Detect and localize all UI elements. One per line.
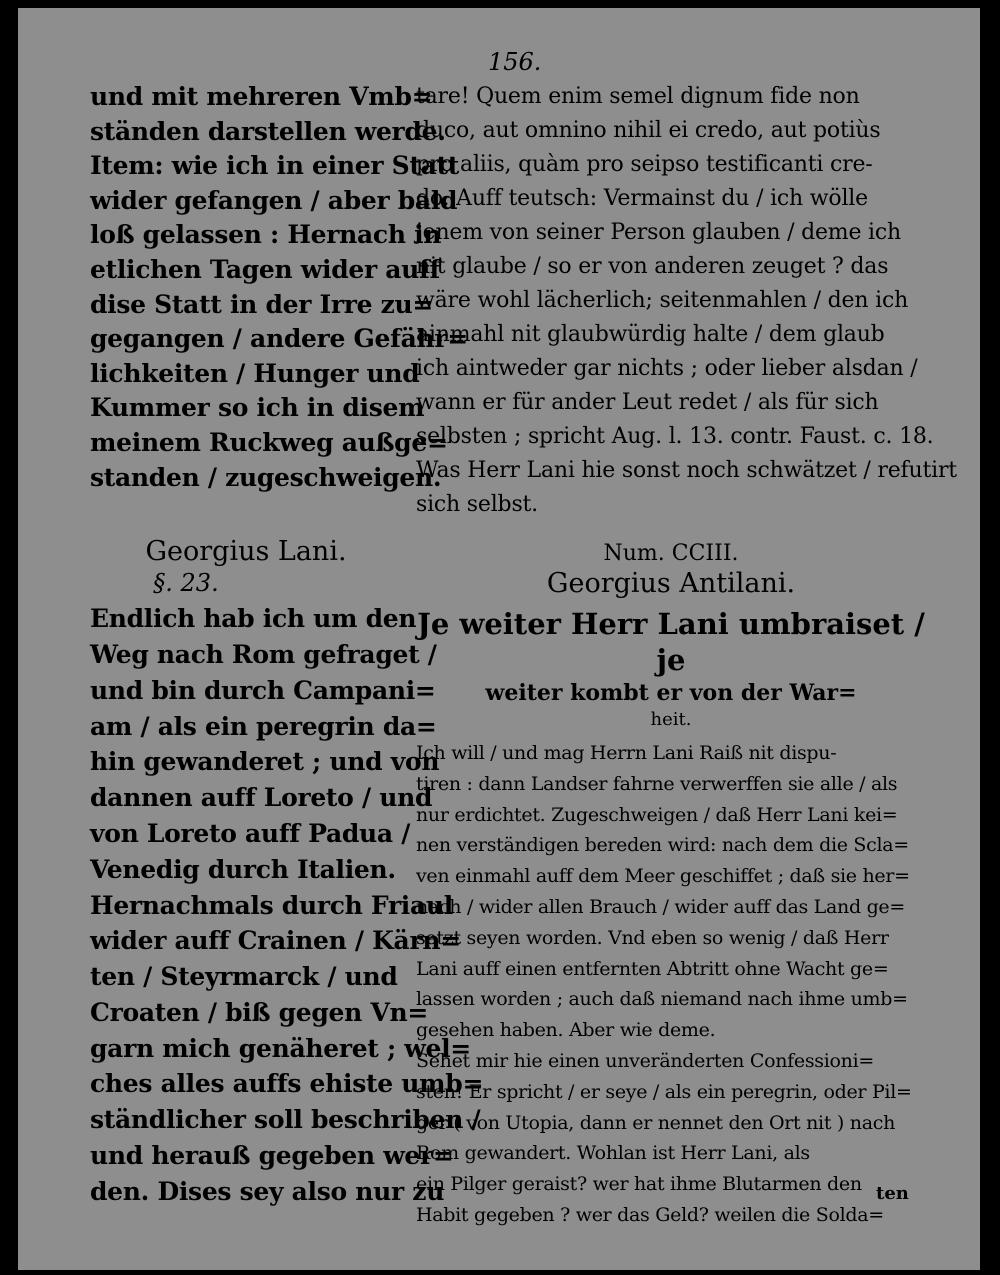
entry-title-line-2: weiter kombt er von der War= (485, 680, 857, 706)
right-column (416, 80, 957, 1231)
text-line: gesehen haben. Aber wie deme. (416, 1019, 716, 1042)
text-line: garn mich genäheret ; wel= (90, 1033, 471, 1063)
text-line: wider auff Crainen / Kärn= (90, 926, 461, 956)
text-line: Croaten / biß gegen Vn= (90, 997, 429, 1027)
text-line: ständlicher soll beschriben / (90, 1105, 481, 1135)
text-line: etlichen Tagen wider auff (90, 254, 440, 284)
text-line: hin gewanderet ; und von (90, 747, 440, 777)
text-line: standen / zugeschweigen. (90, 462, 442, 492)
text-line: loß gelassen : Hernach in (90, 220, 442, 250)
text-line: sten! Er spricht / er seye / als ein peregrin, oder Pil= (416, 1080, 912, 1103)
right-paragraph-3 (416, 1046, 926, 1231)
text-line: Endlich hab ich um den (90, 604, 417, 634)
text-line: Weg nach Rom gefraget / (90, 639, 437, 669)
text-line: den. Dises sey also nur zu (90, 1176, 445, 1206)
text-line: von Loreto auff Padua / (90, 818, 411, 848)
right-paragraph-2 (416, 738, 926, 1046)
text-line: sich selbst. (416, 492, 538, 517)
text-line: ich aintweder gar nichts ; oder lieber alsdan / (416, 356, 918, 381)
text-line: pro aliis, quàm pro seipso testificanti cre- (416, 152, 873, 177)
text-line: gegangen / andere Gefähr= (90, 324, 468, 354)
text-line: Was Herr Lani hie sonst noch schwätzet / refutirt (416, 458, 957, 483)
entry-title-line-3: heit. (650, 709, 692, 730)
text-line: Ich will / und mag Herrn Lani Raiß nit dispu- (416, 742, 837, 764)
section-number: §. 23. (153, 569, 219, 598)
text-line: do. Auff teutsch: Vermainst du / ich wölle (416, 186, 868, 211)
text-line: nit glaube / so er von anderen zeuget ? das (416, 254, 889, 279)
text-line: nach / wider allen Brauch / wider auff das Land ge= (416, 895, 905, 918)
right-paragraph-1 (416, 80, 957, 522)
text-line: tare! Quem enim semel dignum fide non (416, 84, 860, 109)
text-line: Kummer so ich in disem (90, 393, 425, 423)
text-line: lichkeiten / Hunger und (90, 358, 420, 388)
text-line: Habit gegeben ? wer das Geld? weilen die Solda= (416, 1203, 884, 1226)
text-line: dannen auff Loreto / und (90, 783, 433, 813)
text-line: duco, aut omnino nihil ei credo, aut potiùs (416, 118, 881, 143)
catchword: ten (876, 1183, 909, 1204)
text-line: und bin durch Campani= (90, 675, 436, 705)
text-line: Venedig durch Italien. (90, 854, 396, 884)
text-line: Hernachmals durch Friaul (90, 890, 453, 920)
text-line: ven einmahl auff dem Meer geschiffet ; daß sie her= (416, 865, 910, 888)
text-line: lassen worden ; auch daß niemand nach ihme umb= (416, 988, 908, 1011)
text-line: Rom gewandert. Wohlan ist Herr Lani, als (416, 1142, 810, 1165)
page-number: 156. (488, 48, 542, 76)
text-line: wann er für ander Leut redet / als für sich (416, 390, 879, 415)
text-line: ches alles auffs ehiste umb= (90, 1069, 484, 1099)
left-paragraph-2 (90, 601, 484, 1210)
text-line: setzt seyen worden. Vnd eben so wenig / daß Herr (416, 926, 889, 949)
text-line: Sehet mir hie einen unveränderten Confessioni= (416, 1049, 874, 1072)
text-line: ger ( von Utopia, dann er nennet den Ort nit ) nach (416, 1111, 896, 1134)
text-line: nur erdichtet. Zugeschweigen / daß Herr Lani kei= (416, 803, 898, 826)
left-paragraph-1 (90, 80, 468, 495)
text-line: ständen darstellen werde. (90, 116, 446, 146)
text-line: und mit mehreren Vmb= (90, 82, 433, 111)
section-heading: Georgius Lani. (145, 536, 347, 568)
text-line: Lani auff einen entfernten Abtritt ohne Wacht ge= (416, 957, 889, 980)
entry-title-line-1: Je weiter Herr Lani umbraiset / je (417, 607, 925, 677)
text-line: wäre wohl lächerlich; seitenmahlen / den ich (416, 288, 909, 313)
text-line: am / als ein peregrin da= (90, 711, 437, 741)
text-line: meinem Ruckweg außge= (90, 427, 448, 457)
entry-author: Georgius Antilani. (546, 568, 796, 599)
text-line: jenem von seiner Person glauben / deme ich (416, 220, 901, 245)
entry-number: Num. CCIII. (603, 541, 739, 566)
text-line: Item: wie ich in einer Statt (90, 151, 459, 181)
text-line: und herauß gegeben wer= (90, 1141, 454, 1171)
text-line: ainmahl nit glaubwürdig halte / dem glaub (416, 322, 885, 347)
text-line: dise Statt in der Irre zu= (90, 289, 434, 319)
text-line: tiren : dann Landser fahrne verwerffen sie alle / als (416, 772, 898, 795)
text-line: wider gefangen / aber bald (90, 185, 458, 215)
text-line: selbsten ; spricht Aug. l. 13. contr. Faust. c. 18. (416, 424, 934, 449)
text-line: nen verständigen bereden wird: nach dem die Scla= (416, 834, 909, 857)
text-line: ein Pilger geraist? wer hat ihme Blutarmen den (416, 1173, 862, 1196)
book-page (18, 8, 980, 1270)
text-line: ten / Steyrmarck / und (90, 962, 398, 992)
